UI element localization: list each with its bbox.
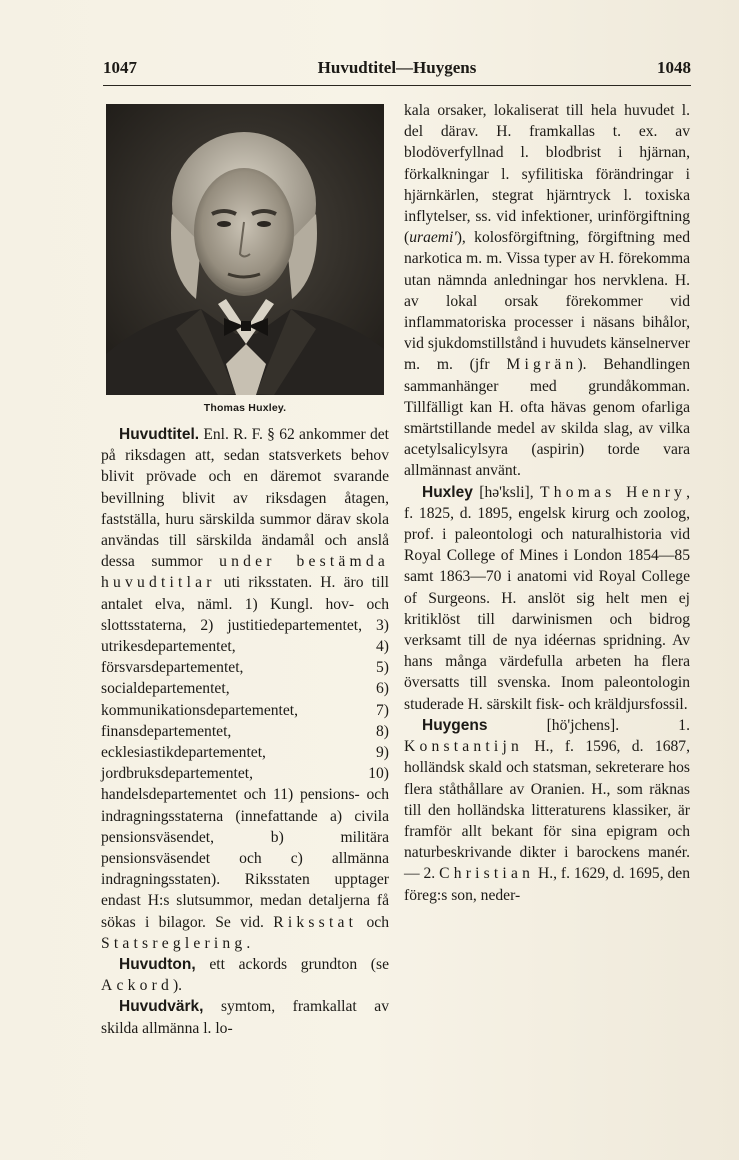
spaced-name: Thomas Henry [540, 483, 687, 501]
spaced-name: Christian [439, 865, 535, 883]
headword-huygens: Huygens [422, 716, 488, 734]
entry-text: och [357, 913, 389, 931]
portrait-image [106, 104, 384, 395]
spaced-name: Konstantijn [404, 738, 523, 756]
entry-text: symtom, framkallat av skilda allmänna l. lo- [101, 998, 389, 1037]
headword-huvudvark: Huvudvärk, [119, 998, 204, 1016]
entry-text: ). [172, 977, 183, 995]
entry-huxley [404, 482, 690, 715]
headword-huvudton: Huvudton, [119, 956, 196, 974]
headword-huxley: Huxley [422, 483, 473, 501]
italic-term: uraemi' [409, 229, 457, 247]
right-page-number: 1048 [657, 58, 691, 77]
header-rule [103, 85, 691, 86]
pronunciation: [hə'ksli], [472, 483, 541, 501]
right-column [404, 100, 690, 906]
photo-caption: Thomas Huxley. [203, 402, 287, 414]
entry-text: ). Behandlingen sammanhänger med grundåkomman. Tillfälligt kan H. ofta hävas genom ofarliga smärtstillande medel av skilda slag, av vilka acetylsalicylsyra (aspirin) torde vara allmännast använt. [404, 356, 690, 480]
entry-text: kala orsaker, lokaliserat till hela huvudet l. del därav. H. framkallas t. ex. av blodöverfyllnad l. blodbrist i hjärnan, förkalkningar l. syfilitiska förändringar i hjärnkärlen, stegrat hjärntryck l. toxiska inflytelser, ss. vid infektioner, urinförgiftning ( [404, 102, 690, 247]
entry-text: H., f. 1629, d. 1695, den föreg:s son, neder- [404, 865, 691, 904]
entry-text: ), kolosförgiftning, förgiftning med narkotica m. m. Vissa typer av H. förekomma utan nämnda anledningar hos nervklena. H. av lokal orsak förekommer vid inflammatoriska processer i näsans bihålor, vid sjukdomstillstånd i huvudets känselnerver m. m. (jfr [404, 229, 690, 374]
cross-reference: Riksstat [273, 913, 358, 931]
portrait-photo [106, 104, 384, 395]
cross-reference: Migrän [506, 356, 578, 374]
cross-reference: Statsreglering [101, 934, 247, 952]
page-header [103, 58, 691, 82]
entry-huvudvark [101, 996, 389, 1038]
cross-reference: Ackord [101, 977, 173, 995]
entry-text: . [246, 934, 251, 952]
left-column [101, 424, 389, 1039]
left-page-number: 1047 [103, 58, 137, 77]
entry-text: H., f. 1596, d. 1687, holländsk skald och statsman, sekreterare hos flera ståthållare av Oranien. H., som räknas till den holländska litteraturens klassiker, är framför allt bekant för sina epigram och naturbeskrivande dikter i barockens manér. — 2. [404, 738, 690, 883]
entry-text: uti riksstaten. H. äro till antalet elva, näml. 1) Kungl. hov- och slottsstaterna, 2) justitiedepartementet, 3) utrikesdepartementet, 4) försvarsdepartementet, 5) socialdepartementet, 6) kommunikationsdepartementet, 7) finansdepartementet, 8) ecklesiastikdepartementet, 9) jordbruksdepartementet, 10) handelsdepartementet och 11) pensions- och indragningsstaterna (innefattande a) civila pensionsväsendet, b) militära pensionsväsendet och c) allmänna indragningsstaten). Riksstaten upptager endast H:s slutsummor, medan detaljerna få sökas i bilagor. Se vid. [101, 574, 389, 931]
entry-huvudton [101, 954, 389, 996]
entry-huygens [404, 715, 690, 906]
entry-huvudtitel [101, 424, 389, 954]
pronunciation: [hö'jchens]. 1. [487, 716, 690, 734]
running-title: Huvudtitel—Huygens [317, 58, 477, 77]
headword-huvudtitel: Huvudtitel. [119, 426, 200, 443]
entry-text: Enl. R. F. § 62 ankommer det på riksdagen att, sedan statsverkets behov blivit prövade och en däremot svarande bevillning blivit av riksdagen åtagen, fastställa, huru särskilda summor därav skola användas till särskilda ändamål och anslå dessa summor [101, 426, 389, 571]
entry-text: , f. 1825, d. 1895, engelsk kirurg och zoolog, prof. i paleontologi och naturalhistoria vid Royal College of Mines i London 1854—85 samt 1863—70 i anatomi vid Royal College of Surgeons. H. anslöt sig helt men ej kritiklöst till darwinismen och bidrog verksamt till de nya idéernas spridning. Av hans många värdefulla arbeten ha flera översatts till svenska. Inom paleontologin studerade H. särskilt fisk- och kräldjursfossil. [404, 483, 690, 713]
entry-huvudvark-continued [404, 100, 690, 482]
entry-text: ett ackords grundton (se [195, 956, 389, 974]
spaced-term: under bestämda huvudtitlar [101, 553, 390, 592]
